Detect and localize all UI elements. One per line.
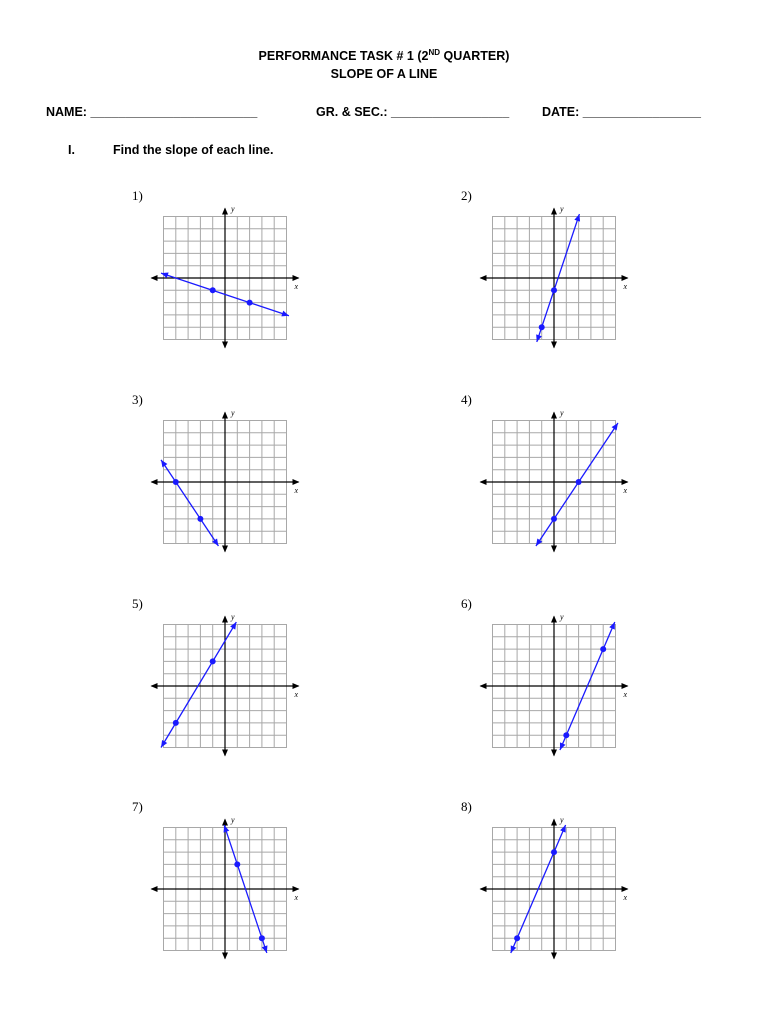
line-arrow bbox=[262, 945, 268, 953]
x-axis-label: x bbox=[623, 893, 628, 902]
line-arrow bbox=[536, 334, 542, 342]
line-arrow bbox=[612, 423, 618, 430]
y-axis-arrow-up bbox=[551, 616, 557, 623]
y-axis-arrow-up bbox=[222, 616, 228, 623]
coordinate-graph bbox=[461, 188, 651, 358]
plotted-point bbox=[247, 300, 253, 306]
x-axis-label: x bbox=[623, 690, 628, 699]
problem-number: 7) bbox=[132, 799, 143, 814]
problem-number: 3) bbox=[132, 392, 143, 407]
y-axis-arrow-up bbox=[222, 208, 228, 215]
section-instruction: Find the slope of each line. bbox=[113, 143, 274, 157]
plotted-point bbox=[551, 287, 557, 293]
problem-6 bbox=[461, 596, 651, 766]
plotted-point bbox=[600, 646, 606, 652]
line-arrow bbox=[161, 740, 167, 748]
y-axis-label: y bbox=[560, 204, 564, 214]
x-axis-arrow-right bbox=[622, 683, 629, 689]
x-axis-arrow-left bbox=[480, 275, 487, 281]
problem-number: 8) bbox=[461, 799, 472, 814]
coordinate-graph bbox=[132, 188, 322, 358]
title-line-2: SLOPE OF A LINE bbox=[330, 67, 438, 81]
line-arrow bbox=[224, 825, 230, 833]
plotted-point bbox=[514, 935, 520, 941]
y-axis-arrow-down bbox=[551, 546, 557, 553]
problem-number: 2) bbox=[461, 188, 472, 203]
x-axis-arrow-right bbox=[622, 275, 629, 281]
y-axis-label: y bbox=[231, 204, 235, 214]
y-axis-label: y bbox=[560, 408, 564, 418]
coordinate-graph bbox=[461, 799, 651, 969]
x-axis-arrow-left bbox=[480, 683, 487, 689]
x-axis-arrow-left bbox=[151, 479, 158, 485]
problem-number: 4) bbox=[461, 392, 472, 407]
problem-2 bbox=[461, 188, 651, 358]
y-axis-arrow-down bbox=[551, 342, 557, 349]
x-axis-arrow-right bbox=[293, 275, 300, 281]
problem-number: 6) bbox=[461, 596, 472, 611]
y-axis-arrow-down bbox=[551, 953, 557, 960]
x-axis-arrow-left bbox=[151, 275, 158, 281]
y-axis-arrow-up bbox=[551, 412, 557, 419]
plotted-point bbox=[259, 935, 265, 941]
line-arrow bbox=[161, 272, 169, 278]
problem-4 bbox=[461, 392, 651, 562]
x-axis-label: x bbox=[294, 893, 299, 902]
line-segment bbox=[161, 460, 218, 546]
plotted-point bbox=[563, 732, 569, 738]
x-axis-label: x bbox=[623, 486, 628, 495]
name-field[interactable]: NAME: ________________________ bbox=[46, 105, 258, 119]
coordinate-graph bbox=[132, 392, 322, 562]
y-axis-arrow-down bbox=[222, 750, 228, 757]
y-axis-arrow-down bbox=[551, 750, 557, 757]
y-axis-arrow-up bbox=[222, 819, 228, 826]
plotted-point bbox=[210, 658, 216, 664]
graph-line bbox=[536, 423, 618, 546]
x-axis-label: x bbox=[623, 282, 628, 291]
title-line-1: PERFORMANCE TASK # 1 (2ND QUARTER) bbox=[258, 48, 510, 64]
coordinate-graph bbox=[132, 596, 322, 766]
line-arrow bbox=[281, 311, 289, 317]
x-axis-arrow-left bbox=[480, 886, 487, 892]
x-axis-arrow-left bbox=[480, 479, 487, 485]
x-axis-label: x bbox=[294, 486, 299, 495]
x-axis-arrow-right bbox=[293, 683, 300, 689]
y-axis-label: y bbox=[231, 408, 235, 418]
plotted-point bbox=[551, 849, 557, 855]
y-axis-arrow-down bbox=[222, 953, 228, 960]
problem-8 bbox=[461, 799, 651, 969]
grade-section-field[interactable]: GR. & SEC.: _________________ bbox=[316, 105, 510, 119]
plotted-point bbox=[234, 861, 240, 867]
y-axis-arrow-up bbox=[551, 819, 557, 826]
x-axis-arrow-right bbox=[622, 479, 629, 485]
x-axis-arrow-left bbox=[151, 886, 158, 892]
plotted-point bbox=[576, 479, 582, 485]
problem-7 bbox=[132, 799, 322, 969]
section-number: I. bbox=[68, 143, 75, 157]
coordinate-graph bbox=[132, 799, 322, 969]
x-axis-arrow-left bbox=[151, 683, 158, 689]
line-arrow bbox=[161, 460, 167, 467]
y-axis-arrow-up bbox=[222, 412, 228, 419]
y-axis-label: y bbox=[560, 612, 564, 622]
x-axis-arrow-right bbox=[622, 886, 629, 892]
x-axis-label: x bbox=[294, 690, 299, 699]
line-arrow bbox=[230, 622, 236, 630]
plotted-point bbox=[551, 516, 557, 522]
problem-number: 1) bbox=[132, 188, 143, 203]
x-axis-arrow-right bbox=[293, 886, 300, 892]
plotted-point bbox=[210, 287, 216, 293]
problem-3 bbox=[132, 392, 322, 562]
plotted-point bbox=[539, 324, 545, 330]
x-axis-label: x bbox=[294, 282, 299, 291]
y-axis-arrow-down bbox=[222, 546, 228, 553]
date-field[interactable]: DATE: _________________ bbox=[542, 105, 701, 119]
coordinate-graph bbox=[461, 596, 651, 766]
y-axis-label: y bbox=[560, 815, 564, 825]
plotted-point bbox=[173, 479, 179, 485]
plotted-point bbox=[173, 720, 179, 726]
problem-1 bbox=[132, 188, 322, 358]
y-axis-label: y bbox=[231, 612, 235, 622]
x-axis-arrow-right bbox=[293, 479, 300, 485]
y-axis-arrow-down bbox=[222, 342, 228, 349]
coordinate-graph bbox=[461, 392, 651, 562]
y-axis-label: y bbox=[231, 815, 235, 825]
plotted-point bbox=[197, 516, 203, 522]
line-arrow bbox=[574, 214, 580, 222]
y-axis-arrow-up bbox=[551, 208, 557, 215]
problem-5 bbox=[132, 596, 322, 766]
graph-line bbox=[161, 460, 218, 546]
problem-number: 5) bbox=[132, 596, 143, 611]
